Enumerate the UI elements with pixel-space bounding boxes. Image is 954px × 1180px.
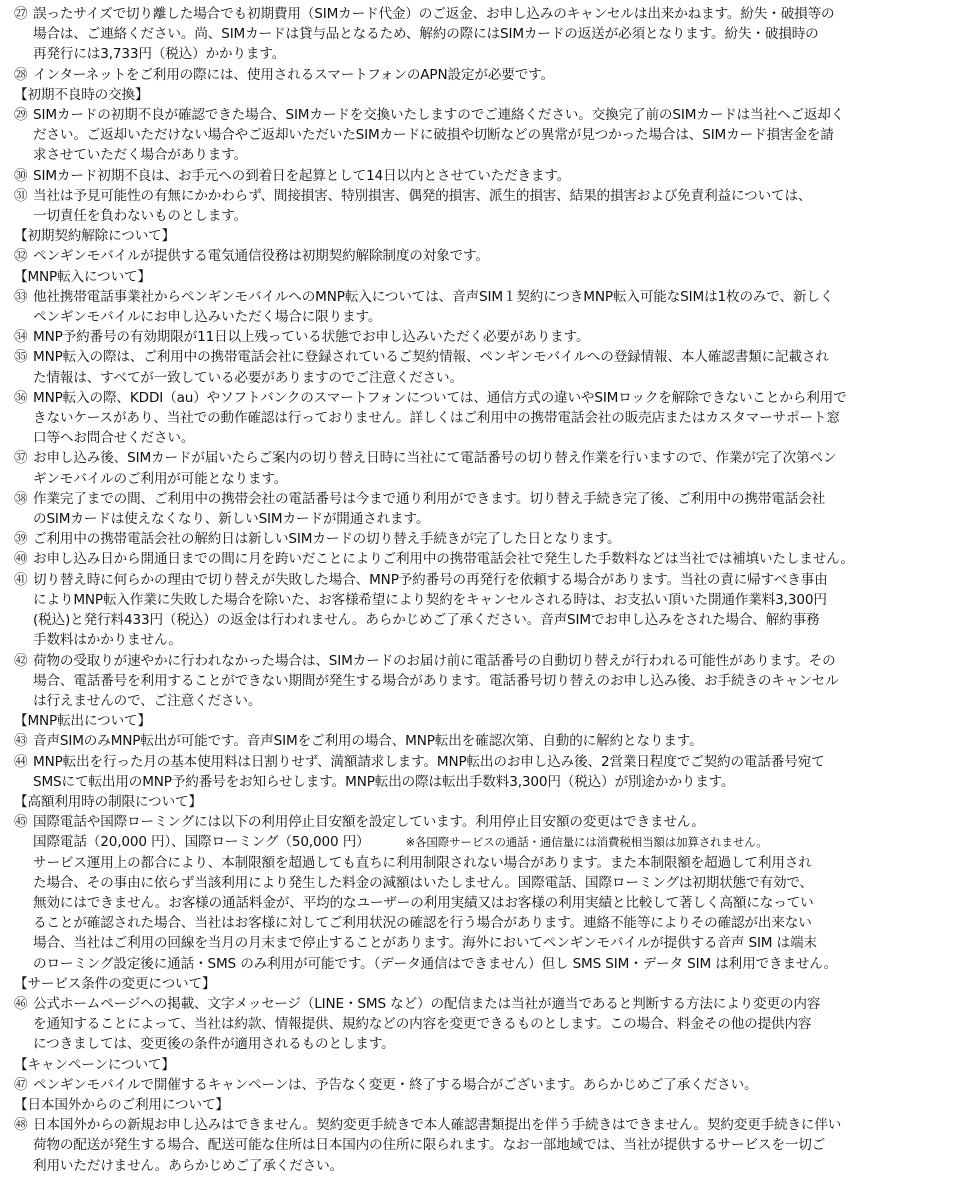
clause-text: MNP転入の際、KDDI（au）やソフトバンクのスマートフォンについては、通信方式の違いやSIMロックを解除できないことから利用で きないケースがあり、当社での動作確認は行っておりません。詳しくはご利用中の携帯電話会社の販売店またはカスタマーサポート窓 口等へお問合せください。 <box>33 389 847 447</box>
clause-number: ㉛ <box>14 187 28 204</box>
clause-number: ㊳ <box>14 490 28 507</box>
section-heading: 【初期不良時の交換】 <box>14 86 149 103</box>
clause-number: ㉟ <box>14 349 28 366</box>
clause-number: ㉘ <box>14 66 28 83</box>
clause-item <box>14 1115 944 1176</box>
clause-number: ㊷ <box>14 652 28 669</box>
clause-item <box>14 731 944 751</box>
clause-item <box>14 105 944 166</box>
clause-item <box>14 246 944 266</box>
clause-text: SIMカードの初期不良が確認できた場合、SIMカードを交換いたしますのでご連絡ください。交換完了前のSIMカードは当社へご返却く ださい。ご返却いただけない場合やご返却いただいたSIMカードに破損や切断などの異常が見つかった場合は、SIMカード損害金を請 求させていただく場合があります。 <box>33 107 845 164</box>
clause-text: 切り替え時に何らかの理由で切り替えが失敗した場合、MNP予約番号の再発行を依頼する場合があります。当社の責に帰すべき事由 によりMNP転入作業に失敗した場合を除いた、お客様希望により契約をキャンセルされる時は、お支払い頂いた開通作業料3,300円 (税込)と発行料433円（税込）の返金は行われません。あらかじめご了承ください。音声SIMでお申し込みをされた場合、解約事務 手数料はかかりません。 <box>33 571 828 649</box>
clause-number: ㊺ <box>14 814 28 831</box>
clause-number: ㊹ <box>14 753 28 770</box>
clause-text: ペンギンモバイルで開催するキャンペーンは、予告なく変更・終了する場合がございます。あらかじめご了承ください。 <box>33 1076 758 1093</box>
clause-text: MNP転出を行った月の基本使用料は日割りせず、満額請求します。MNP転出のお申し込み後、2営業日程度でご契約の電話番号宛て SMSにて転出用のMNP予約番号をお知らせします。MNP転出の際は転出手数料3,300円（税込）が別途かかります。 <box>33 753 825 790</box>
clause-number: ㊵ <box>14 551 28 568</box>
clause-number: ㊱ <box>14 389 28 406</box>
clause-text: 音声SIMのみMNP転出が可能です。音声SIMをご利用の場合、MNP転出を確認次第、自動的に解約となります。 <box>33 733 703 750</box>
section-heading: 【日本国外からのご利用について】 <box>14 1096 229 1113</box>
clause-item <box>14 327 944 347</box>
clause-text: 誤ったサイズで切り離した場合でも初期費用（SIMカード代金）のご返金、お申し込みのキャンセルは出来かねます。紛失・破損等の 場合は、ご連絡ください。尚、SIMカードは貸与品となるため、解約の際にはSIMカードの返送が必須となります。紛失・破損時の 再発行には3,733円（税込）かかります。 <box>33 6 835 63</box>
clause-text: 他社携帯電話事業社からペンギンモバイルへのMNP転入については、音声SIM１契約につきMNP転入可能なSIMは1枚のみで、新しく ペンギンモバイルにお申し込みいただく場合に限ります。 <box>33 288 834 326</box>
clause-text: お申し込み後、SIMカードが届いたらご案内の切り替え日時に当社にて電話番号の切り替え作業を行いますので、作業が完了次第ペン ギンモバイルのご利用が可能となります。 <box>33 450 837 487</box>
clause-text: MNP予約番号の有効期限が11日以上残っている状態でお申し込みいただく必要があります。 <box>33 329 590 346</box>
clause-item <box>14 448 944 488</box>
section-heading: 【MNP転入について】 <box>14 268 151 285</box>
clause-item <box>14 812 944 974</box>
clause-number: ㉙ <box>14 107 28 124</box>
clause-text: 荷物の受取りが速やかに行われなかった場合は、SIMカードのお届け前に電話番号の自動切り替えが行われる可能性があります。その 場合、電話番号を利用することができない期間が発生する場合があります。電話番号切り替えのお申し込み後、お手続きのキャンセル は行えませんので、ご注意ください。 <box>33 652 839 709</box>
clause-text: SIMカード初期不良は、お手元への到着日を起算として14日以内とさせていただきます。 <box>33 167 571 184</box>
clause-number: ㊶ <box>14 571 28 588</box>
clause-number: ㊴ <box>14 531 28 548</box>
clause-number: ㉞ <box>14 329 28 346</box>
clause-text: ご利用中の携帯電話会社の解約日は新しいSIMカードの切り替え手続きが完了した日となります。 <box>33 531 621 548</box>
clause-number: ㊻ <box>14 995 28 1012</box>
limit-amounts: 国際電話（20,000 円）、国際ローミング（50,000 円） <box>33 834 370 851</box>
clause-item <box>14 651 944 712</box>
clause-number: ㉚ <box>14 167 28 184</box>
clause-item <box>14 549 944 569</box>
clause-text: 国際電話や国際ローミングには以下の利用停止目安額を設定しています。利用停止目安額の変更はできません。 <box>33 814 705 831</box>
clause-text: 公式ホームページへの掲載、文字メッセージ（LINE・SMS など）の配信または当社が適当であると判断する方法により変更の内容 を通知することによって、当社は約款、情報提供、規約などの内容を変更できるものとします。この場合、料金その他の提供内容 につきましては、変更後の条件が適用されるものとします。 <box>33 995 821 1053</box>
clause-item <box>14 388 944 449</box>
clause-item <box>14 4 944 65</box>
clause-item <box>14 752 944 792</box>
clause-number: ㉗ <box>14 6 28 22</box>
clause-item <box>14 994 944 1055</box>
clause-item <box>14 166 944 186</box>
clause-text: 日本国外からの新規お申し込みはできません。契約変更手続きで本人確認書類提出を伴う手続きはできません。契約変更手続きに伴い 荷物の配送が発生する場合、配送可能な住所は日本国内の住所に限られます。なお一部地域では、当社が提供するサービスを一切ご 利用いただけません。あらかじめご了承ください。 <box>33 1117 842 1174</box>
section-heading: 【高額利用時の制限について】 <box>14 793 202 810</box>
clause-number: ㊸ <box>14 733 28 750</box>
clause-number: ㊼ <box>14 1076 28 1093</box>
clause-item <box>14 570 944 651</box>
clause-number: ㊲ <box>14 450 28 467</box>
section-heading: 【初期契約解除について】 <box>14 228 176 245</box>
clause-item <box>14 287 944 327</box>
clause-item <box>14 186 944 226</box>
tax-note: ※各国際サービスの通話・通信量には消費税相当額は加算されません。 <box>405 835 768 850</box>
section-heading: 【キャンペーンについて】 <box>14 1056 175 1073</box>
clause-text: お申し込み日から開通日までの間に月を跨いだことによりご利用中の携帯電話会社で発生した手数料などは当社では補填いたしません。 <box>33 551 854 568</box>
clause-number: ㉝ <box>14 288 28 305</box>
clause-item <box>14 489 944 529</box>
limit-details: サービス運用上の都合により、本制限額を超過しても直ちに利用制限されない場合があります。また本制限額を超過して利用され た場合、その事由に依らず当該利用により発生した料金の減額はいたしません。国際電話、国際ローミングは初期状態で有効で、 無効にはできません。お客様の通話料金が、平均的なユーザーの利用実績又はお客様の利用実績と比較して著しく高額になってい ることが確認された場合、当社はお客様に対してご利用状況の確認を行う場合があります。連絡不能等によりその確認が出来ない 場合、当社はご利用の回線を当月の月末まで停止することがあります。海外においてペンギンモバイルが提供する音声 SIM は端末 のローミング設定後に通話・SMS のみ利用が可能です。（データ通信はできません）但し SMS SIM・データ SIM は利用できません。 <box>33 854 838 972</box>
clause-text: 当社は予見可能性の有無にかかわらず、間接損害、特別損害、偶発的損害、派生的損害、結果的損害および免責利益については、 一切責任を負わないものとします。 <box>33 187 812 225</box>
clause-item <box>14 529 944 549</box>
clause-number: ㊽ <box>14 1117 28 1134</box>
clause-text: ペンギンモバイルが提供する電気通信役務は初期契約解除制度の対象です。 <box>33 248 489 265</box>
clause-item <box>14 347 944 387</box>
clause-text: MNP転入の際は、ご利用中の携帯電話会社に登録されているご契約情報、ペンギンモバイルへの登録情報、本人確認書類に記載され た情報は、すべてが一致している必要がありますのでご注意ください。 <box>33 349 829 386</box>
clause-text: 作業完了までの間、ご利用中の携帯会社の電話番号は今まで通り利用ができます。切り替え手続き完了後、ご利用中の携帯電話会社 のSIMカードは使えなくなり、新しいSIMカードが開通されます。 <box>33 490 826 528</box>
clause-text: インターネットをご利用の際には、使用されるスマートフォンのAPN設定が必要です。 <box>33 66 554 83</box>
section-heading: 【サービス条件の変更について】 <box>14 975 216 992</box>
limit-amounts-line <box>33 832 944 852</box>
section-heading: 【MNP転出について】 <box>14 713 151 730</box>
clause-item <box>14 1075 944 1095</box>
clause-item <box>14 65 944 85</box>
clause-number: ㉜ <box>14 248 28 265</box>
